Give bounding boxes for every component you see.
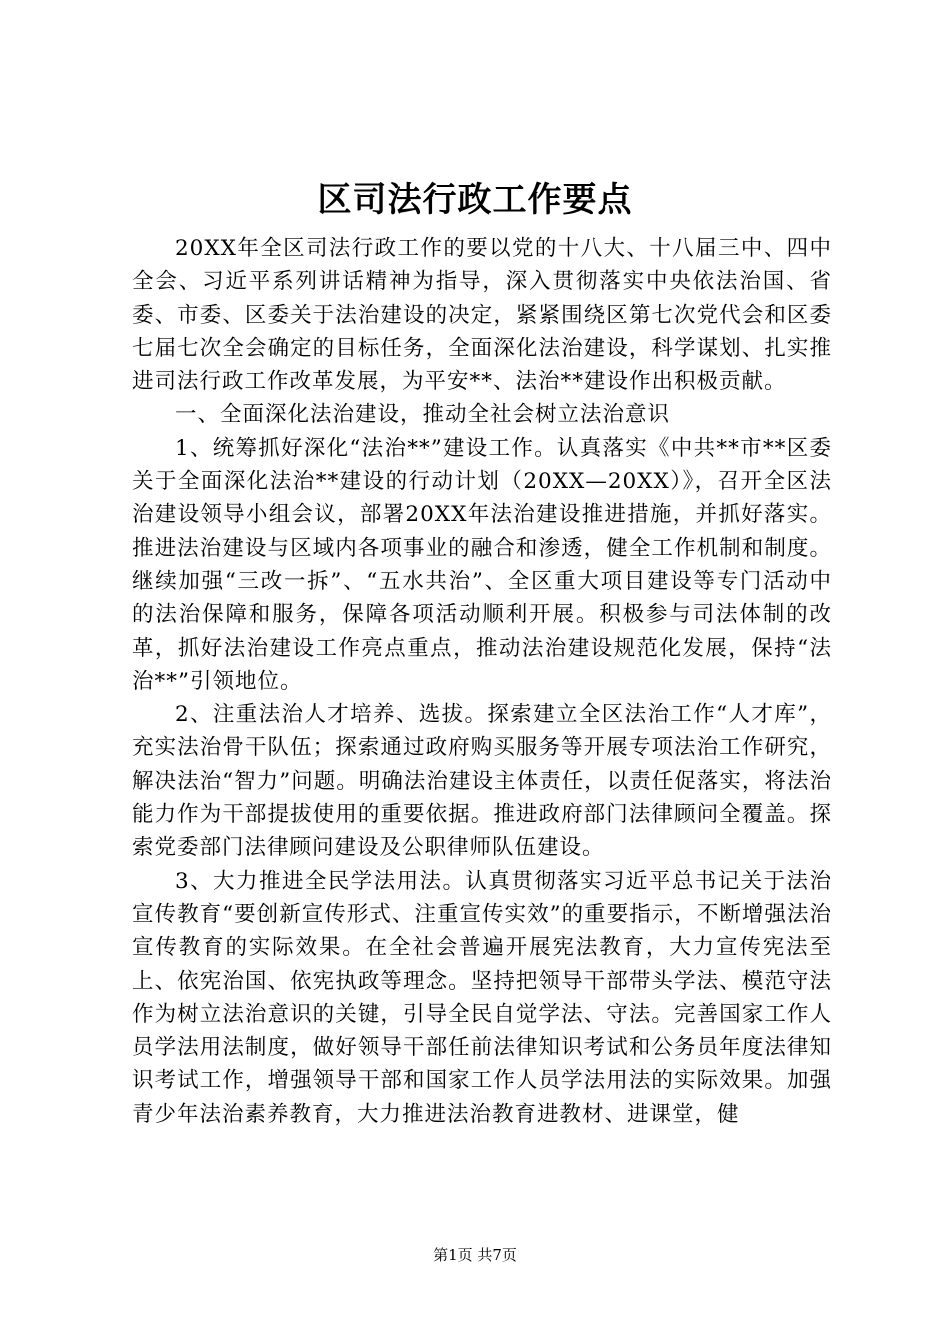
document-body (132, 232, 832, 1131)
paragraph-item-1: 1、统筹抓好深化“法治**”建设工作。认真落实《中共**市**区委关于全面深化法治**建设的行动计划（20XX—20XX）》，召开全区法治建设领导小组会议，部署20XX年法治建设推进措施，并抓好落实。推进法治建设与区域内各项事业的融合和渗透，健全工作机制和制度。继续加强“三改一拆”、“五水共治”、全区重大项目建设等专门活动中的法治保障和服务，保障各项活动顺利开展。积极参与司法体制的改革，抓好法治建设工作亮点重点，推动法治建设规范化发展，保持“法治**”引领地位。 (132, 435, 832, 694)
paragraph-item-3: 3、大力推进全民学法用法。认真贯彻落实习近平总书记关于法治宣传教育“要创新宣传形式、注重宣传实效”的重要指示，不断增强法治宣传教育的实际效果。在全社会普遍开展宪法教育，大力宣传宪法至上、依宪治国、依宪执政等理念。坚持把领导干部带头学法、模范守法作为树立法治意识的关键，引导全民自觉学法、守法。完善国家工作人员学法用法制度，做好领导干部任前法律知识考试和公务员年度法律知识考试工作，增强领导干部和国家工作人员学法用法的实际效果。加强青少年法治素养教育，大力推进法治教育进教材、进课堂，健 (132, 868, 832, 1127)
document-title: 区司法行政工作要点 (317, 180, 633, 220)
page-footer: 第1页 共7页 (433, 1246, 517, 1264)
paragraph-intro: 20XX年全区司法行政工作的要以党的十八大、十八届三中、四中全会、习近平系列讲话精神为指导，深入贯彻落实中央依法治国、省委、市委、区委关于法治建设的决定，紧紧围绕区第七次党代会和区委七届七次全会确定的目标任务，全面深化法治建设，科学谋划、扎实推进司法行政工作改革发展，为平安**、法治**建设作出积极贡献。 (132, 236, 832, 395)
paragraph-item-2: 2、注重法治人才培养、选拔。探索建立全区法治工作“人才库”，充实法治骨干队伍；探索通过政府购买服务等开展专项法治工作研究，解决法治“智力”问题。明确法治建设主体责任，以责任促落实，将法治能力作为干部提拔使用的重要依据。推进政府部门法律顾问全覆盖。探索党委部门法律顾问建设及公职律师队伍建设。 (132, 702, 832, 861)
section-heading: 一、全面深化法治建设，推动全社会树立法治意识 (175, 402, 671, 428)
